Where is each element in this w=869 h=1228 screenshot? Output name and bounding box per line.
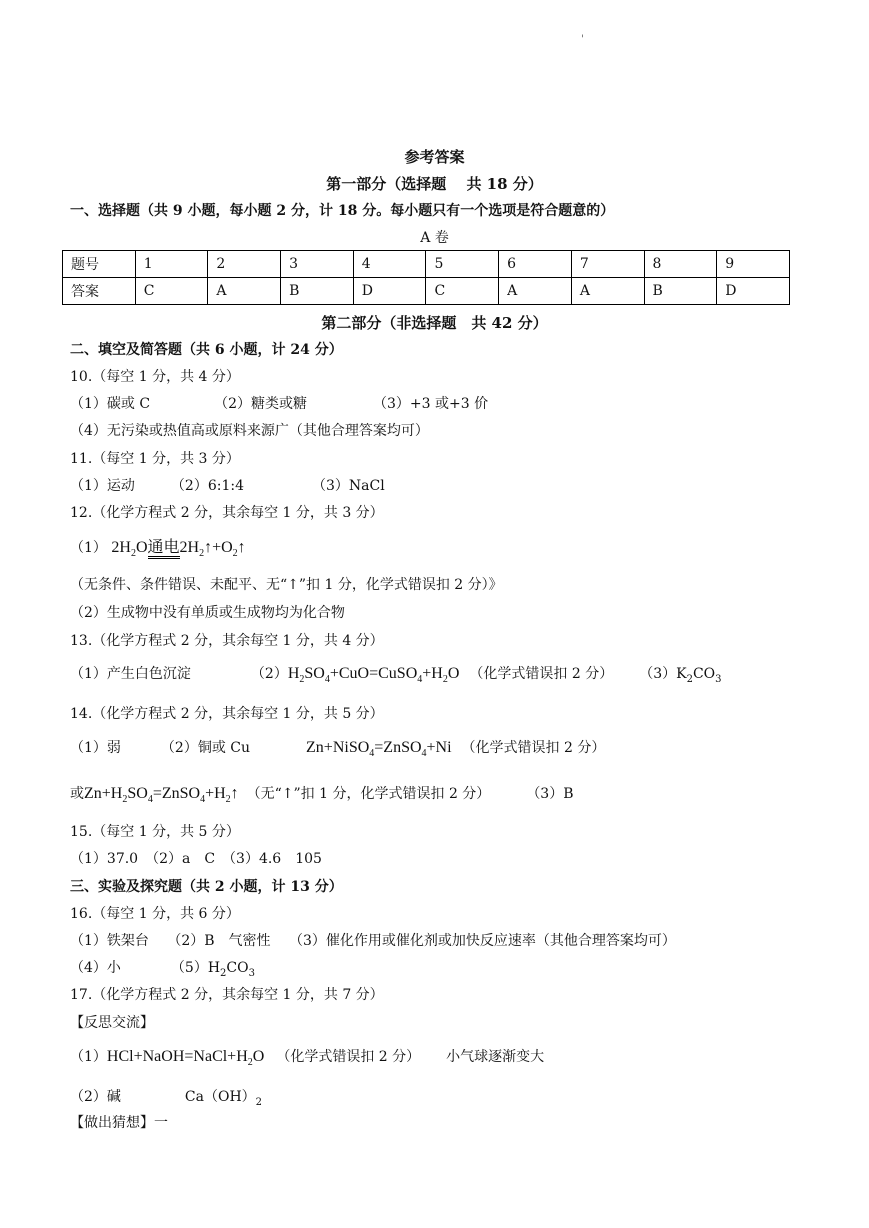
cell-number: 1 [135, 251, 208, 278]
q17-head: 17.（化学方程式 2 分，其余每空 1 分，共 7 分） [70, 987, 384, 1003]
q17-answer-2-formula: $Ca(OH)_2$ [184, 1089, 263, 1108]
cell-number: 3 [281, 251, 354, 278]
cell-answer: B [644, 278, 717, 305]
q14-note-2: （无“↑”扣 1 分，化学式错误扣 2 分） [246, 786, 491, 802]
q13-note: （化学式错误扣 2 分） [469, 666, 614, 682]
q10-answer-4: （4）无污染或热值高或原料来源广（其他合理答案均可） [70, 423, 429, 439]
q10-head: 10.（每空 1 分，共 4 分） [70, 369, 240, 385]
eq1-part-b: =ZnSO [374, 739, 422, 756]
q15-answer: （1）37.0 （2）a C （3）4.6 105 [70, 851, 322, 867]
q12-note: （无条件、条件错误、未配平、无“↑”扣 1 分，化学式错误扣 2 分）》 [70, 577, 503, 593]
q11-answer-3: （3）NaCl [311, 478, 385, 494]
q16-answer-5-text: （5）H [170, 960, 221, 976]
cell-number: 7 [571, 251, 644, 278]
q11-answer-1: （1）运动 [70, 478, 135, 494]
q14-equation-1: Zn+NiSO$_4$=ZnSO$_4$+Ni [306, 739, 452, 760]
cell-number: 4 [353, 251, 426, 278]
q17-note: （化学式错误扣 2 分） [276, 1049, 421, 1065]
q13-answer-1: （1）产生白色沉淀 [70, 666, 191, 682]
volume-label: A 卷 [420, 230, 449, 246]
cell-number: 5 [426, 251, 499, 278]
q13-answer-3-text: （3）K [639, 666, 687, 682]
q17-guess: 【做出猜想】一 [70, 1115, 168, 1131]
q12-equation: $2H_2O$通电$2H_2↑+O_2↑$ [111, 539, 246, 560]
q16-answer-4: （4）小 [70, 960, 121, 976]
eq-condition: 通电 [148, 539, 180, 559]
q14-answer-3: （3）B [526, 786, 574, 802]
q13-answer-3: $(3)K_2CO_3$ [639, 666, 722, 685]
section2-heading: 二、填空及简答题（共 6 小题，计 24 分） [70, 342, 343, 358]
q14-answer-2: （2）铜或 Cu [160, 740, 251, 756]
q15-head: 15.（每空 1 分，共 5 分） [70, 824, 240, 840]
q12-equation-line [70, 534, 246, 559]
row-label-number: 题号 [63, 251, 136, 278]
eq1-part-c: +Ni [426, 739, 452, 756]
eq-2h: 2H [111, 539, 131, 556]
q11-line1 [70, 475, 385, 495]
q13-answer-2-label: （2） [250, 666, 288, 682]
q17-answer-1-label: （1） [70, 1049, 107, 1065]
eq-product-h: 2H [179, 539, 200, 556]
q16-head: 16.（每空 1 分，共 6 分） [70, 906, 240, 922]
q11-head: 11.（每空 1 分，共 3 分） [70, 451, 240, 467]
cell-answer: D [353, 278, 426, 305]
q12-answer-2: （2）生成物中没有单质或生成物均为化合物 [70, 605, 345, 621]
eq1-part-a: Zn+NiSO [306, 739, 370, 756]
cell-number: 8 [644, 251, 717, 278]
q10-answer-2: （2）糖类或糖 [214, 396, 307, 412]
cell-answer: A [499, 278, 572, 305]
q16-answer-5: $(5)H_2CO_3$ [170, 960, 255, 979]
q17-equation: $HCl+NaOH=NaCl+H_2O$ [106, 1048, 265, 1069]
cell-number: 9 [717, 251, 790, 278]
q14-equation-2: $Zn+H_2SO_4=ZnSO_4+H_2↑$ [84, 785, 239, 806]
q17-formula-text: Ca（OH） [184, 1089, 256, 1105]
eq-o: O [135, 539, 148, 556]
cell-answer: C [426, 278, 499, 305]
q14-line2 [70, 783, 574, 805]
q10-line1 [70, 393, 488, 413]
row-label-answer: 答案 [63, 278, 136, 305]
answer-table [62, 250, 790, 305]
q13-line1 [70, 663, 722, 685]
eq-product-o: O [221, 539, 233, 556]
q12-answer-1-label: （1） [70, 540, 107, 556]
q17-answer-2: （2）碱 [70, 1089, 121, 1105]
q13-head: 13.（化学方程式 2 分，其余每空 1 分，共 4 分） [70, 633, 384, 649]
section1-heading: 一、选择题（共 9 小题，每小题 2 分，计 18 分。每小题只有一个选项是符合题意的） [70, 203, 615, 219]
part1-heading: 第一部分（选择题 共 18 分） [326, 175, 543, 193]
table-row-answers [63, 278, 790, 305]
q17-answer-1-extra: 小气球逐渐变大 [446, 1049, 545, 1065]
page-dot: ' [581, 34, 584, 45]
cell-number: 2 [208, 251, 281, 278]
q10-answer-1: （1）碳或 C [70, 396, 151, 412]
q14-head: 14.（化学方程式 2 分，其余每空 1 分，共 5 分） [70, 706, 384, 722]
part2-heading: 第二部分（非选择题 共 42 分） [321, 314, 548, 332]
q14-line1 [70, 737, 605, 759]
q17-reflect: 【反思交流】 [70, 1015, 154, 1031]
table-row-numbers [63, 251, 790, 278]
cell-answer: A [571, 278, 644, 305]
q14-note-1: （化学式错误扣 2 分） [461, 740, 606, 756]
cell-answer: A [208, 278, 281, 305]
q12-head: 12.（化学方程式 2 分，其余每空 1 分，共 3 分） [70, 505, 384, 521]
q13-equation: $H_2SO_4+CuO=CuSO_4+H_2O$ [287, 665, 460, 686]
cell-answer: B [281, 278, 354, 305]
cell-answer: C [135, 278, 208, 305]
q17-line1 [70, 1046, 544, 1068]
cell-number: 6 [499, 251, 572, 278]
q10-answer-3: （3）+3 或+3 价 [373, 396, 489, 412]
page-title: 参考答案 [404, 148, 465, 166]
q17-line2 [70, 1086, 262, 1108]
q16-line1: （1）铁架台 （2）B 气密性 （3）催化作用或催化剂或加快反应速率（其他合理答案均可） [70, 933, 676, 949]
q11-answer-2: （2）6:1:4 [170, 478, 244, 494]
q14-or: 或 [70, 786, 84, 802]
q16-line2 [70, 957, 255, 979]
section3-heading: 三、实验及探究题（共 2 小题，计 13 分） [70, 879, 343, 895]
cell-answer: D [717, 278, 790, 305]
q14-answer-1: （1）弱 [70, 740, 121, 756]
